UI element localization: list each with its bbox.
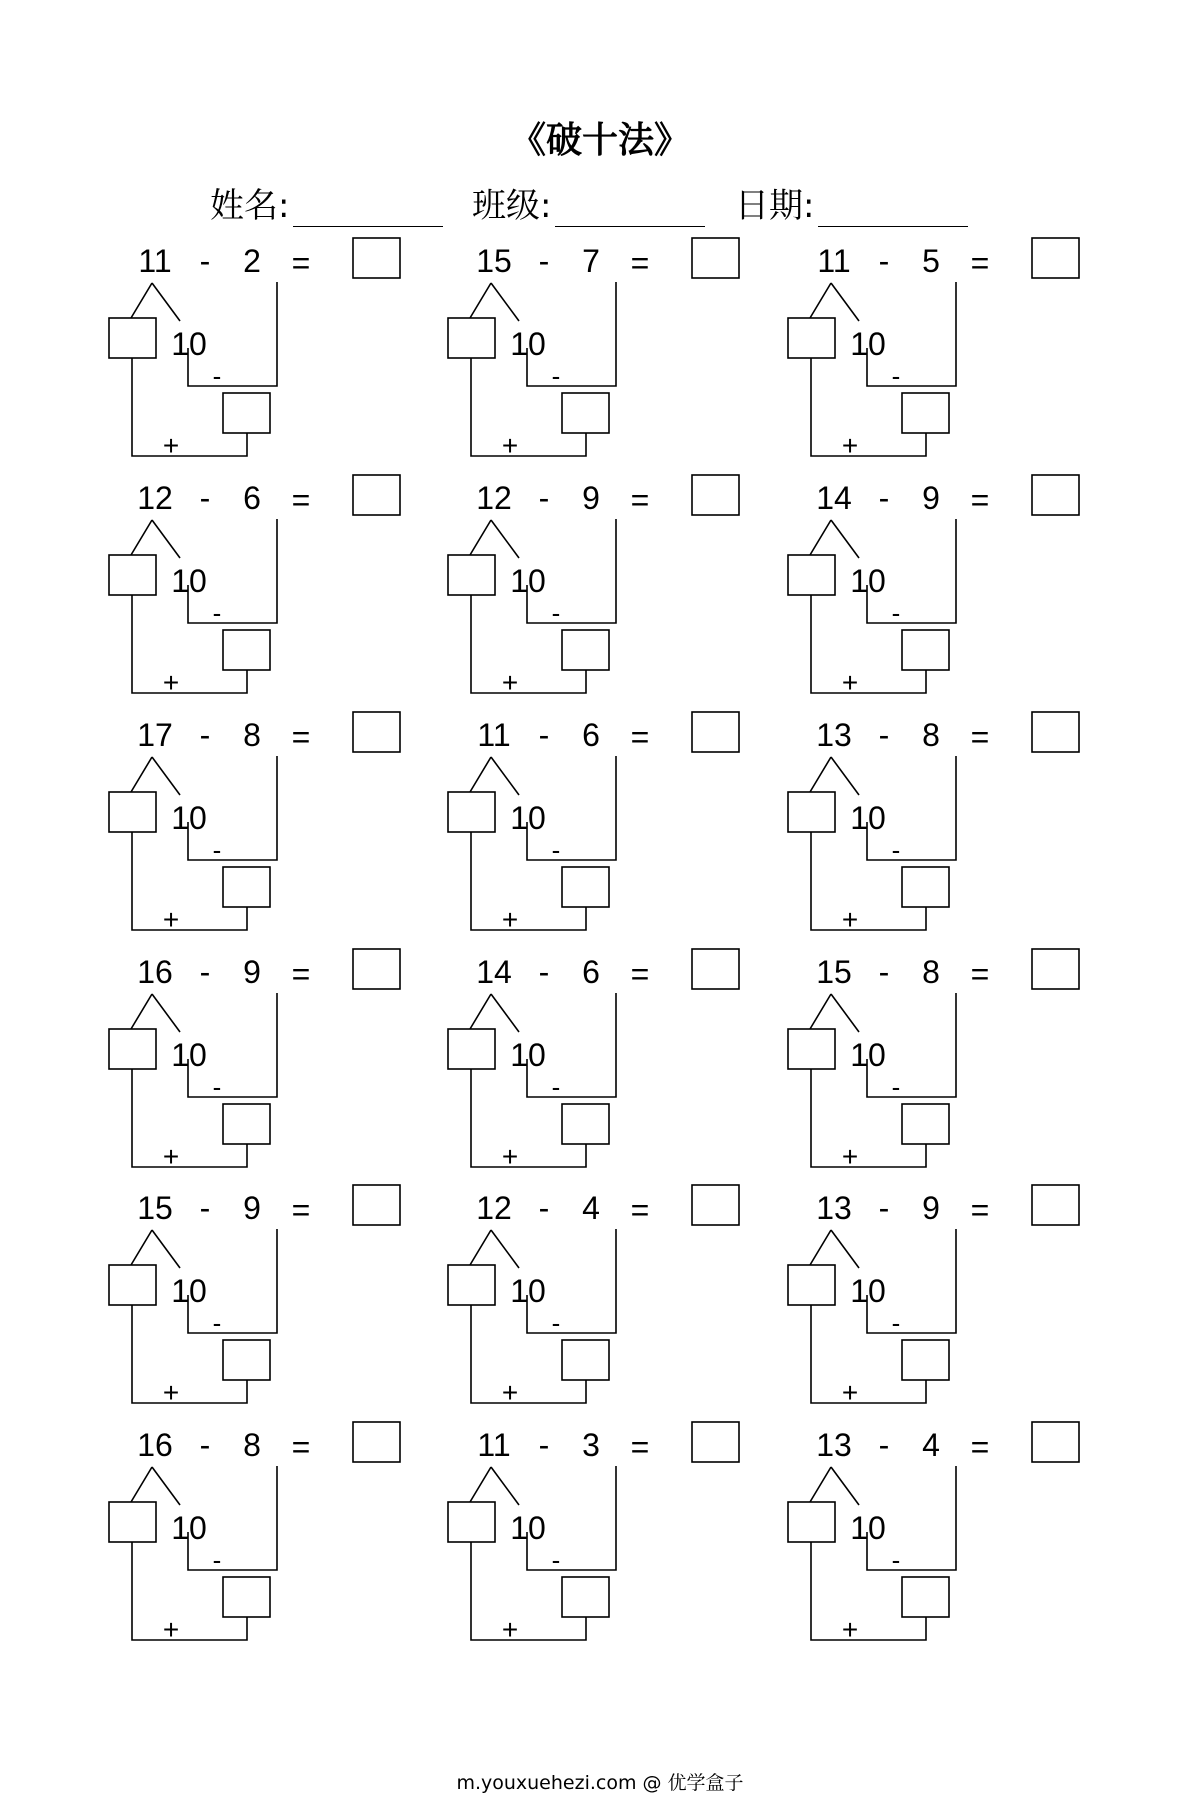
split-line-right [831,1230,859,1268]
split-line-left [810,1467,831,1502]
minus-sign-small: - [891,1308,901,1338]
answer-box[interactable] [353,949,400,989]
answer-box[interactable] [692,949,739,989]
split-box[interactable] [788,555,835,595]
minus-sign-small: - [551,1072,561,1102]
equals-sign: = [970,482,990,518]
split-line-left [810,757,831,792]
equals-sign: = [970,956,990,992]
class-label: 班级: [472,186,552,226]
equals-sign: = [630,719,650,755]
split-diagram [125,949,425,1179]
minus-sign: - [878,243,890,279]
subtract-bracket [527,1466,616,1570]
plus-sign: + [162,1614,180,1645]
split-line-left [131,283,152,318]
answer-box[interactable] [353,1422,400,1462]
minuend: 14 [476,954,512,990]
problem-11 [464,949,764,1179]
ten-label: 10 [850,326,886,362]
minus-sign: - [199,954,211,990]
split-line-left [470,757,491,792]
plus-sign: + [501,1614,519,1645]
split-box[interactable] [788,1265,835,1305]
answer-box[interactable] [692,238,739,278]
difference-box[interactable] [223,867,270,907]
ten-label: 10 [171,1510,207,1546]
answer-box[interactable] [1032,949,1079,989]
subtrahend: 4 [582,1190,600,1226]
minus-sign: - [538,243,550,279]
split-line-left [470,283,491,318]
split-diagram [125,1185,425,1415]
minus-sign: - [199,717,211,753]
problem-14 [464,1185,764,1415]
plus-sign: + [841,1141,859,1172]
split-box[interactable] [109,792,156,832]
split-box[interactable] [788,1502,835,1542]
minus-sign-small: - [891,1072,901,1102]
split-line-left [131,757,152,792]
split-box[interactable] [448,555,495,595]
add-bracket [471,1069,586,1167]
difference-box[interactable] [562,1104,609,1144]
minuend: 11 [817,243,851,279]
split-line-right [152,757,180,795]
minus-sign: - [199,1427,211,1463]
split-diagram [804,1422,1104,1652]
add-bracket [132,832,247,930]
subtract-bracket [527,756,616,860]
add-bracket [132,1069,247,1167]
problem-13 [125,1185,425,1415]
add-bracket [132,358,247,456]
add-bracket [471,595,586,693]
minus-sign-small: - [891,835,901,865]
subtract-bracket [188,756,277,860]
subtract-bracket [188,1229,277,1333]
add-bracket [132,1542,247,1640]
split-box[interactable] [448,1265,495,1305]
split-diagram [804,475,1104,705]
add-bracket [811,595,926,693]
subtract-bracket [867,282,956,386]
answer-box[interactable] [353,712,400,752]
subtrahend: 9 [582,480,600,516]
split-box[interactable] [109,555,156,595]
equals-sign: = [291,1192,311,1228]
minus-sign-small: - [551,361,561,391]
split-line-right [491,520,519,558]
plus-sign: + [841,667,859,698]
add-bracket [811,358,926,456]
split-line-left [470,1230,491,1265]
problem-16 [125,1422,425,1652]
ten-label: 10 [850,1510,886,1546]
name-label: 姓名: [210,186,290,226]
subtract-bracket [527,1229,616,1333]
answer-box[interactable] [353,475,400,515]
split-diagram [125,1422,425,1652]
minus-sign-small: - [891,361,901,391]
add-bracket [471,1542,586,1640]
equals-sign: = [630,245,650,281]
equals-sign: = [630,1192,650,1228]
split-line-right [491,757,519,795]
add-bracket [811,1542,926,1640]
split-line-right [831,1467,859,1505]
minus-sign: - [878,1427,890,1463]
equals-sign: = [291,1429,311,1465]
ten-label: 10 [510,1273,546,1309]
minus-sign-small: - [551,835,561,865]
subtrahend: 9 [922,1190,940,1226]
add-bracket [811,1305,926,1403]
minus-sign: - [199,1190,211,1226]
minuend: 12 [476,1190,512,1226]
split-line-right [831,994,859,1032]
ten-label: 10 [171,326,207,362]
split-box[interactable] [109,1029,156,1069]
subtrahend: 6 [582,954,600,990]
date-label: 日期: [735,186,815,226]
subtract-bracket [188,519,277,623]
subtrahend: 8 [243,1427,261,1463]
minuend: 12 [476,480,512,516]
difference-box[interactable] [562,1340,609,1380]
answer-box[interactable] [1032,1422,1079,1462]
minuend: 11 [477,717,511,753]
problem-1 [125,238,425,468]
difference-box[interactable] [902,393,949,433]
minus-sign: - [878,954,890,990]
split-line-right [491,1230,519,1268]
difference-box[interactable] [223,630,270,670]
split-line-left [131,994,152,1029]
problem-3 [804,238,1104,468]
split-diagram [125,475,425,705]
problem-15 [804,1185,1104,1415]
subtrahend: 7 [582,243,600,279]
split-box[interactable] [788,792,835,832]
difference-box[interactable] [223,1577,270,1617]
difference-box[interactable] [562,867,609,907]
add-bracket [132,595,247,693]
equals-sign: = [291,719,311,755]
subtrahend: 6 [243,480,261,516]
minus-sign: - [199,243,211,279]
split-diagram [464,949,764,1179]
split-diagram [464,1185,764,1415]
split-line-left [470,1467,491,1502]
ten-label: 10 [850,1273,886,1309]
split-box[interactable] [448,1502,495,1542]
problem-9 [804,712,1104,942]
problem-18 [804,1422,1104,1652]
plus-sign: + [501,904,519,935]
minus-sign: - [538,480,550,516]
plus-sign: + [501,667,519,698]
split-diagram [464,238,764,468]
difference-box[interactable] [223,393,270,433]
split-diagram [804,712,1104,942]
minuend: 15 [816,954,852,990]
minus-sign-small: - [212,1545,222,1575]
subtrahend: 5 [922,243,940,279]
subtract-bracket [188,1466,277,1570]
problem-8 [464,712,764,942]
split-box[interactable] [109,318,156,358]
split-box[interactable] [448,318,495,358]
problem-10 [125,949,425,1179]
subtrahend: 9 [243,1190,261,1226]
split-line-left [131,1467,152,1502]
add-bracket [471,832,586,930]
split-box[interactable] [448,792,495,832]
ten-label: 10 [850,563,886,599]
subtract-bracket [188,282,277,386]
minus-sign: - [538,1190,550,1226]
split-line-right [831,520,859,558]
minuend: 12 [137,480,173,516]
minuend: 17 [137,717,173,753]
difference-box[interactable] [223,1340,270,1380]
problem-4 [125,475,425,705]
difference-box[interactable] [223,1104,270,1144]
subtract-bracket [867,519,956,623]
split-line-left [810,994,831,1029]
plus-sign: + [501,1141,519,1172]
subtrahend: 6 [582,717,600,753]
equals-sign: = [630,482,650,518]
subtrahend: 4 [922,1427,940,1463]
subtract-bracket [188,993,277,1097]
add-bracket [471,1305,586,1403]
split-line-right [491,1467,519,1505]
minuend: 16 [137,1427,173,1463]
minus-sign: - [878,1190,890,1226]
split-diagram [125,238,425,468]
minus-sign-small: - [212,1072,222,1102]
split-line-right [831,757,859,795]
split-line-right [491,994,519,1032]
split-box[interactable] [109,1265,156,1305]
split-line-left [131,520,152,555]
equals-sign: = [291,956,311,992]
difference-box[interactable] [902,1340,949,1380]
ten-label: 10 [510,563,546,599]
minuend: 13 [816,717,852,753]
minuend: 11 [477,1427,511,1463]
plus-sign: + [162,904,180,935]
minuend: 16 [137,954,173,990]
subtract-bracket [867,993,956,1097]
difference-box[interactable] [562,1577,609,1617]
ten-label: 10 [510,1510,546,1546]
subtrahend: 8 [922,717,940,753]
minuend: 13 [816,1427,852,1463]
minus-sign-small: - [212,1308,222,1338]
plus-sign: + [841,1377,859,1408]
plus-sign: + [841,904,859,935]
minus-sign-small: - [212,835,222,865]
split-line-right [152,994,180,1032]
minuend: 14 [816,480,852,516]
answer-box[interactable] [692,1185,739,1225]
minus-sign-small: - [891,598,901,628]
split-diagram [804,949,1104,1179]
subtract-bracket [527,519,616,623]
add-bracket [811,1069,926,1167]
minus-sign-small: - [551,1545,561,1575]
split-box[interactable] [788,1029,835,1069]
split-box[interactable] [448,1029,495,1069]
split-line-right [831,283,859,321]
ten-label: 10 [171,1273,207,1309]
ten-label: 10 [850,800,886,836]
plus-sign: + [162,667,180,698]
plus-sign: + [841,1614,859,1645]
plus-sign: + [841,430,859,461]
ten-label: 10 [850,1037,886,1073]
equals-sign: = [630,956,650,992]
plus-sign: + [501,1377,519,1408]
add-bracket [811,832,926,930]
minus-sign-small: - [212,598,222,628]
problem-17 [464,1422,764,1652]
answer-box[interactable] [692,1422,739,1462]
equals-sign: = [970,245,990,281]
split-line-left [810,283,831,318]
split-line-right [152,1230,180,1268]
difference-box[interactable] [562,393,609,433]
minus-sign: - [538,954,550,990]
subtract-bracket [867,1229,956,1333]
subtract-bracket [867,756,956,860]
ten-label: 10 [171,1037,207,1073]
subtrahend: 3 [582,1427,600,1463]
split-diagram [804,238,1104,468]
equals-sign: = [970,1429,990,1465]
plus-sign: + [162,430,180,461]
ten-label: 10 [171,563,207,599]
subtract-bracket [867,1466,956,1570]
split-diagram [804,1185,1104,1415]
split-box[interactable] [109,1502,156,1542]
split-diagram [125,712,425,942]
footer-credit: m.youxuehezi.com @ 优学盒子 [456,1772,744,1794]
difference-box[interactable] [562,630,609,670]
add-bracket [471,358,586,456]
problem-6 [804,475,1104,705]
difference-box[interactable] [902,1104,949,1144]
difference-box[interactable] [902,1577,949,1617]
split-line-right [491,283,519,321]
split-line-left [470,520,491,555]
split-line-left [810,520,831,555]
minus-sign-small: - [551,598,561,628]
ten-label: 10 [171,800,207,836]
answer-box[interactable] [353,238,400,278]
answer-box[interactable] [1032,475,1079,515]
problem-12 [804,949,1104,1179]
split-diagram [464,712,764,942]
split-line-right [152,520,180,558]
split-line-right [152,1467,180,1505]
minus-sign: - [199,480,211,516]
subtrahend: 8 [922,954,940,990]
equals-sign: = [291,245,311,281]
ten-label: 10 [510,326,546,362]
plus-sign: + [162,1377,180,1408]
subtract-bracket [527,993,616,1097]
plus-sign: + [501,430,519,461]
minuend: 15 [476,243,512,279]
split-box[interactable] [788,318,835,358]
minus-sign-small: - [551,1308,561,1338]
difference-box[interactable] [902,630,949,670]
split-line-left [810,1230,831,1265]
plus-sign: + [162,1141,180,1172]
page-title: 《破十法》 [509,120,690,161]
difference-box[interactable] [902,867,949,907]
subtrahend: 2 [243,243,261,279]
equals-sign: = [970,719,990,755]
minus-sign: - [538,1427,550,1463]
answer-box[interactable] [1032,1185,1079,1225]
problem-5 [464,475,764,705]
subtrahend: 8 [243,717,261,753]
minuend: 11 [138,243,172,279]
answer-box[interactable] [1032,712,1079,752]
minus-sign-small: - [891,1545,901,1575]
split-diagram [464,1422,764,1652]
answer-box[interactable] [692,712,739,752]
answer-box[interactable] [1032,238,1079,278]
minus-sign-small: - [212,361,222,391]
minuend: 15 [137,1190,173,1226]
answer-box[interactable] [353,1185,400,1225]
split-line-left [470,994,491,1029]
equals-sign: = [970,1192,990,1228]
ten-label: 10 [510,800,546,836]
equals-sign: = [291,482,311,518]
minus-sign: - [538,717,550,753]
split-diagram [464,475,764,705]
problem-2 [464,238,764,468]
subtrahend: 9 [922,480,940,516]
minus-sign: - [878,717,890,753]
answer-box[interactable] [692,475,739,515]
add-bracket [132,1305,247,1403]
subtrahend: 9 [243,954,261,990]
minus-sign: - [878,480,890,516]
subtract-bracket [527,282,616,386]
equals-sign: = [630,1429,650,1465]
split-line-left [131,1230,152,1265]
problem-7 [125,712,425,942]
ten-label: 10 [510,1037,546,1073]
minuend: 13 [816,1190,852,1226]
split-line-right [152,283,180,321]
